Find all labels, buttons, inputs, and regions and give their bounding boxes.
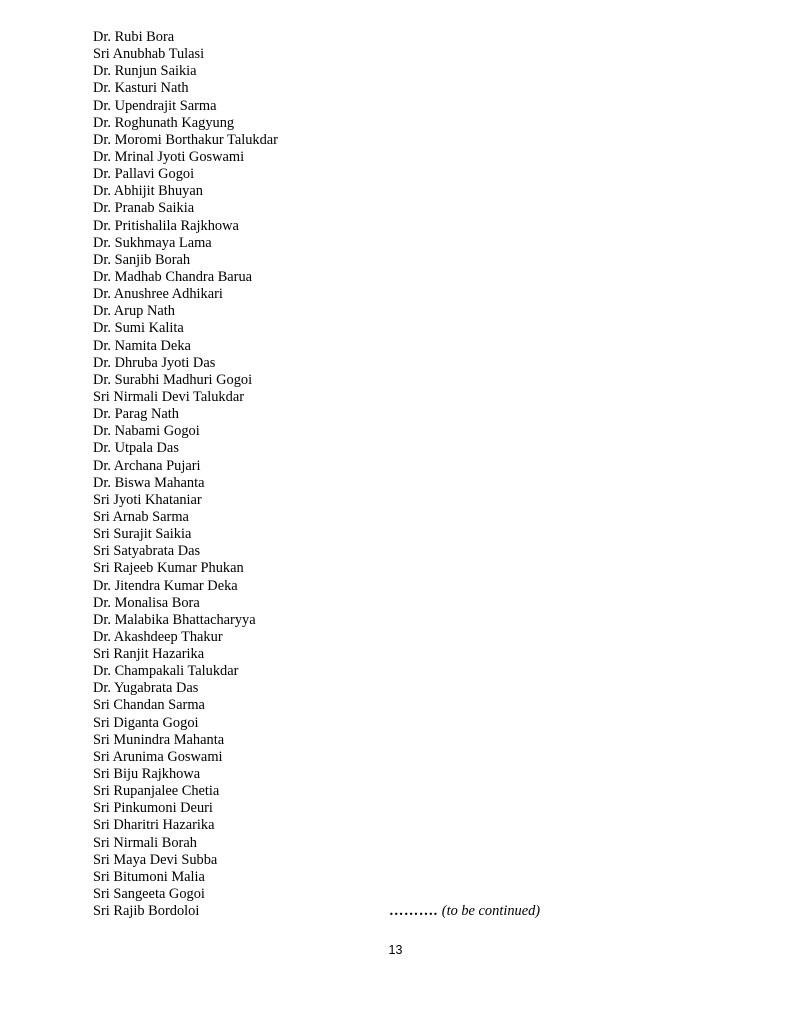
name-text: Dr. Kasturi Nath [93, 80, 189, 97]
name-text: Dr. Mrinal Jyoti Goswami [93, 148, 245, 165]
name-text: Dr. Moromi Borthakur Talukdar [93, 131, 278, 148]
name-entry [93, 886, 278, 903]
name-entry [93, 458, 278, 475]
name-text: Sri Rajib Bordoloi [93, 903, 200, 920]
name-text: Dr. Yugabrata Das [93, 680, 199, 697]
name-entry [93, 543, 278, 560]
name-entry [93, 132, 278, 149]
name-entry [93, 80, 278, 97]
name-text: Dr. Sanjib Borah [93, 251, 191, 268]
name-text: Dr. Akashdeep Thakur [93, 628, 223, 645]
name-text: Dr. Abhijit Bhuyan [93, 183, 203, 200]
name-text: Dr. Roghunath Kagyung [93, 114, 235, 131]
name-entry [93, 629, 278, 646]
name-text: Sri Pinkumoni Deuri [93, 800, 213, 817]
name-entry [93, 680, 278, 697]
name-entry [93, 115, 278, 132]
name-text: Dr. Surabhi Madhuri Gogoi [93, 371, 253, 388]
name-entry [93, 29, 278, 46]
name-text: Sri Maya Devi Subba [93, 851, 218, 868]
name-text: Dr. Biswa Mahanta [93, 474, 205, 491]
name-text: Dr. Sumi Kalita [93, 320, 184, 337]
name-text: Dr. Anushree Adhikari [93, 286, 223, 303]
name-entry [93, 869, 278, 886]
name-entry [93, 595, 278, 612]
name-text: Sri Nirmali Devi Talukdar [93, 388, 244, 405]
name-text: Sri Munindra Mahanta [93, 731, 225, 748]
name-entry [93, 852, 278, 869]
name-text: Dr. Rubi Bora [93, 29, 175, 45]
name-entry [93, 218, 278, 235]
name-entry [93, 355, 278, 372]
name-entry [93, 166, 278, 183]
name-text: Dr. Namita Deka [93, 337, 191, 354]
name-text: Sri Rajeeb Kumar Phukan [93, 560, 244, 577]
name-entry [93, 663, 278, 680]
name-text: Sri Sangeeta Gogoi [93, 886, 205, 903]
name-text: Dr. Madhab Chandra Barua [93, 268, 253, 285]
name-text: Sri Arunima Goswami [93, 748, 223, 765]
name-entry [93, 817, 278, 834]
name-text: Dr. Upendrajit Sarma [93, 97, 217, 114]
name-text: Dr. Jitendra Kumar Deka [93, 577, 238, 594]
name-entry [93, 612, 278, 629]
name-text: Dr. Utpala Das [93, 440, 179, 457]
name-entry [93, 235, 278, 252]
name-text: Sri Biju Rajkhowa [93, 766, 201, 783]
name-entry [93, 509, 278, 526]
name-entry [93, 578, 278, 595]
page-number: 13 [388, 943, 403, 957]
name-entry [93, 98, 278, 115]
name-entry [93, 732, 278, 749]
name-text: Dr. Pritishalila Rajkhowa [93, 217, 239, 234]
continuation-dots: ………. [389, 903, 438, 920]
names-list [93, 29, 541, 920]
name-entry [93, 320, 278, 337]
name-text: Sri Arnab Sarma [93, 508, 189, 525]
name-entry [93, 149, 278, 166]
name-entry [93, 646, 278, 663]
name-text: Dr. Arup Nath [93, 303, 175, 320]
name-entry [93, 303, 278, 320]
name-entry [93, 423, 278, 440]
name-text: Dr. Runjun Saikia [93, 63, 197, 80]
name-text: Sri Bitumoni Malia [93, 868, 205, 885]
name-entry [93, 715, 278, 732]
name-entry [93, 697, 278, 714]
name-entry [93, 440, 278, 457]
name-entry [93, 766, 278, 783]
name-entry [93, 338, 278, 355]
name-text: Dr. Archana Pujari [93, 457, 201, 474]
name-text: Sri Dharitri Hazarika [93, 817, 215, 834]
name-entry [93, 800, 278, 817]
name-text: Sri Ranjit Hazarika [93, 646, 205, 663]
name-entry [93, 252, 278, 269]
name-text: Sri Satyabrata Das [93, 543, 201, 560]
name-entry [93, 286, 278, 303]
name-entry [93, 269, 278, 286]
name-entry [93, 200, 278, 217]
name-entry [93, 835, 278, 852]
name-text: Dr. Pallavi Gogoi [93, 166, 195, 183]
name-text: Sri Chandan Sarma [93, 697, 205, 714]
name-text: Dr. Dhruba Jyoti Das [93, 354, 216, 371]
name-entry [93, 46, 278, 63]
continuation-marker [389, 903, 540, 920]
continuation-note: (to be continued) [441, 903, 541, 920]
name-text: Sri Diganta Gogoi [93, 714, 199, 731]
name-entry [93, 783, 278, 800]
name-text: Sri Rupanjalee Chetia [93, 783, 220, 800]
name-entry [93, 63, 278, 80]
name-entry [93, 492, 278, 509]
name-entry [93, 526, 278, 543]
name-text: Dr. Pranab Saikia [93, 200, 195, 217]
name-text: Sri Surajit Saikia [93, 526, 192, 543]
name-text: Sri Nirmali Borah [93, 834, 197, 851]
name-text: Dr. Champakali Talukdar [93, 663, 239, 680]
name-text: Dr. Malabika Bhattacharyya [93, 611, 256, 628]
name-text: Dr. Nabami Gogoi [93, 423, 200, 440]
name-entry [93, 406, 278, 423]
name-text: Dr. Sukhmaya Lama [93, 234, 212, 251]
name-entry [93, 372, 278, 389]
name-entry [93, 903, 541, 920]
name-entry [93, 749, 278, 766]
name-text: Sri Jyoti Khataniar [93, 491, 202, 508]
name-entry [93, 475, 278, 492]
name-text: Sri Anubhab Tulasi [93, 46, 205, 63]
name-text: Dr. Monalisa Bora [93, 594, 200, 611]
name-entry [93, 183, 278, 200]
name-entry [93, 560, 278, 577]
name-entry [93, 389, 278, 406]
name-text: Dr. Parag Nath [93, 406, 179, 423]
